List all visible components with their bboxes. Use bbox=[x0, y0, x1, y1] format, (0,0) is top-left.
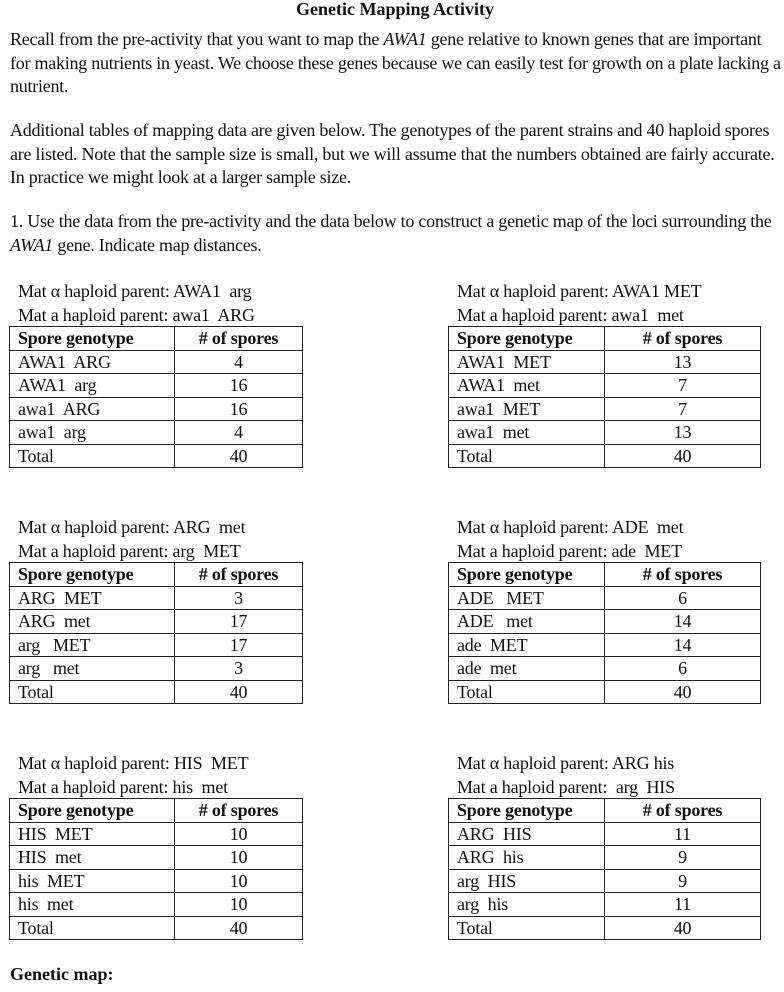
count-cell: 10 bbox=[175, 822, 303, 846]
count-header: # of spores bbox=[175, 563, 303, 587]
count-cell: 6 bbox=[605, 586, 761, 610]
genotype-cell: ADE MET bbox=[449, 586, 605, 610]
table-row bbox=[449, 893, 761, 917]
count-cell: 4 bbox=[175, 350, 303, 374]
mat-a-parent: Mat a haploid parent: awa1 met bbox=[457, 304, 684, 325]
genotype-header: Spore genotype bbox=[10, 799, 175, 823]
total-label: Total bbox=[449, 916, 605, 940]
spore-table bbox=[448, 562, 761, 704]
table-header-row bbox=[449, 563, 761, 587]
genotype-header: Spore genotype bbox=[449, 799, 605, 823]
total-row bbox=[10, 444, 303, 468]
count-cell: 7 bbox=[605, 374, 761, 398]
genotype-cell: AWA1 met bbox=[449, 374, 605, 398]
table-row bbox=[10, 397, 303, 421]
genotype-cell: ARG met bbox=[10, 610, 175, 634]
count-header: # of spores bbox=[175, 799, 303, 823]
table-row bbox=[449, 610, 761, 634]
table-row bbox=[449, 846, 761, 870]
table-header-row bbox=[10, 563, 303, 587]
cross-arg-his bbox=[448, 752, 761, 940]
spore-table bbox=[448, 326, 761, 468]
cross-ade-met bbox=[448, 516, 761, 704]
table-row bbox=[449, 869, 761, 893]
mat-alpha-parent: Mat α haploid parent: ARG met bbox=[18, 517, 246, 537]
genotype-cell: awa1 ARG bbox=[10, 397, 175, 421]
table-header-row bbox=[10, 327, 303, 351]
total-row bbox=[449, 680, 761, 704]
total-row bbox=[10, 680, 303, 704]
genotype-cell: arg HIS bbox=[449, 869, 605, 893]
intro-paragraph bbox=[10, 28, 784, 99]
total-row bbox=[449, 916, 761, 940]
table-row bbox=[449, 822, 761, 846]
count-cell: 13 bbox=[605, 421, 761, 445]
count-header: # of spores bbox=[175, 327, 303, 351]
question-1 bbox=[10, 210, 784, 257]
count-cell: 10 bbox=[175, 893, 303, 917]
mat-alpha-parent: Mat α haploid parent: HIS MET bbox=[18, 753, 249, 773]
table-row bbox=[449, 633, 761, 657]
mat-a-parent: Mat a haploid parent: ade MET bbox=[457, 540, 682, 561]
table-header-row bbox=[449, 327, 761, 351]
question-text-start: 1. Use the data from the pre-activity and the data below to construct a genetic map of the loci surrounding the bbox=[10, 211, 772, 231]
table-row bbox=[449, 397, 761, 421]
count-header: # of spores bbox=[605, 563, 761, 587]
table-header-row bbox=[10, 799, 303, 823]
genotype-header: Spore genotype bbox=[10, 327, 175, 351]
table-row bbox=[10, 846, 303, 870]
genotype-cell: awa1 MET bbox=[449, 397, 605, 421]
count-cell: 11 bbox=[605, 893, 761, 917]
genotype-header: Spore genotype bbox=[449, 563, 605, 587]
genotype-cell: ARG his bbox=[449, 846, 605, 870]
count-cell: 10 bbox=[175, 846, 303, 870]
genetic-map-label: Genetic map: bbox=[10, 964, 114, 984]
count-cell: 16 bbox=[175, 374, 303, 398]
mat-a-parent: Mat a haploid parent: awa1 ARG bbox=[18, 304, 255, 325]
count-cell: 10 bbox=[175, 869, 303, 893]
genotype-cell: HIS met bbox=[10, 846, 175, 870]
count-cell: 11 bbox=[605, 822, 761, 846]
total-row bbox=[10, 916, 303, 940]
genotype-cell: ade met bbox=[449, 657, 605, 681]
genotype-cell: AWA1 arg bbox=[10, 374, 175, 398]
total-count: 40 bbox=[605, 916, 761, 940]
total-label: Total bbox=[10, 916, 175, 940]
total-label: Total bbox=[449, 444, 605, 468]
genotype-cell: ade MET bbox=[449, 633, 605, 657]
total-count: 40 bbox=[175, 916, 303, 940]
genotype-cell: ARG MET bbox=[10, 586, 175, 610]
genotype-cell: awa1 met bbox=[449, 421, 605, 445]
mat-alpha-parent: Mat α haploid parent: AWA1 MET bbox=[457, 281, 702, 301]
count-cell: 13 bbox=[605, 350, 761, 374]
table-row bbox=[10, 893, 303, 917]
table-row bbox=[10, 633, 303, 657]
table-row bbox=[449, 421, 761, 445]
genotype-cell: awa1 arg bbox=[10, 421, 175, 445]
genotype-cell: his MET bbox=[10, 869, 175, 893]
table-row bbox=[10, 822, 303, 846]
genotype-cell: ADE met bbox=[449, 610, 605, 634]
total-label: Total bbox=[10, 444, 175, 468]
total-count: 40 bbox=[605, 680, 761, 704]
genotype-cell: AWA1 ARG bbox=[10, 350, 175, 374]
table-row bbox=[449, 374, 761, 398]
spore-table bbox=[9, 326, 303, 468]
count-cell: 17 bbox=[175, 610, 303, 634]
count-cell: 3 bbox=[175, 586, 303, 610]
intro-text-start: Recall from the pre-activity that you want to map the bbox=[10, 29, 384, 49]
page-title: Genetic Mapping Activity bbox=[296, 0, 494, 19]
genotype-header: Spore genotype bbox=[449, 327, 605, 351]
genotype-cell: HIS MET bbox=[10, 822, 175, 846]
cross-awa1-met bbox=[448, 280, 761, 468]
total-row bbox=[449, 444, 761, 468]
count-cell: 16 bbox=[175, 397, 303, 421]
data-description-paragraph: Additional tables of mapping data are given below. The genotypes of the parent strains and 40 haploid spores are listed. Note that the sample size is small, but we will assume that the numbers obtained are fairly accurate. In practice we might look at a larger sample size. bbox=[10, 120, 775, 187]
gene-name: AWA1 bbox=[383, 29, 427, 49]
table-row bbox=[10, 657, 303, 681]
table-row bbox=[449, 657, 761, 681]
count-cell: 9 bbox=[605, 869, 761, 893]
total-count: 40 bbox=[605, 444, 761, 468]
table-header-row bbox=[449, 799, 761, 823]
table-row bbox=[449, 350, 761, 374]
total-count: 40 bbox=[175, 444, 303, 468]
count-cell: 17 bbox=[175, 633, 303, 657]
intro-text-end: gene relative to known genes that are important for making nutrients in yeast. We choose these genes because we can easily test for growth on a plate lacking a nutrient. bbox=[10, 29, 781, 96]
spore-table bbox=[9, 562, 303, 704]
count-cell: 3 bbox=[175, 657, 303, 681]
mat-alpha-parent: Mat α haploid parent: ADE met bbox=[457, 517, 684, 537]
count-header: # of spores bbox=[605, 799, 761, 823]
spore-table bbox=[9, 798, 303, 940]
genotype-cell: arg MET bbox=[10, 633, 175, 657]
table-row bbox=[10, 610, 303, 634]
count-cell: 14 bbox=[605, 633, 761, 657]
mat-alpha-parent: Mat α haploid parent: ARG his bbox=[457, 753, 675, 773]
table-row bbox=[10, 586, 303, 610]
count-cell: 6 bbox=[605, 657, 761, 681]
genotype-cell: arg met bbox=[10, 657, 175, 681]
mat-a-parent: Mat a haploid parent: arg MET bbox=[18, 540, 241, 561]
table-row bbox=[10, 374, 303, 398]
count-header: # of spores bbox=[605, 327, 761, 351]
cross-arg-met bbox=[9, 516, 303, 704]
total-label: Total bbox=[449, 680, 605, 704]
table-row bbox=[10, 350, 303, 374]
spore-table bbox=[448, 798, 761, 940]
gene-name: AWA1 bbox=[10, 234, 54, 255]
count-cell: 14 bbox=[605, 610, 761, 634]
total-label: Total bbox=[10, 680, 175, 704]
count-cell: 7 bbox=[605, 397, 761, 421]
cross-awa1-arg bbox=[9, 280, 303, 468]
question-text-end: gene. Indicate map distances. bbox=[53, 234, 262, 255]
genotype-header: Spore genotype bbox=[10, 563, 175, 587]
total-count: 40 bbox=[175, 680, 303, 704]
mat-a-parent: Mat a haploid parent: his met bbox=[18, 776, 228, 797]
table-row bbox=[10, 421, 303, 445]
mat-alpha-parent: Mat α haploid parent: AWA1 arg bbox=[18, 281, 252, 301]
genotype-cell: AWA1 MET bbox=[449, 350, 605, 374]
mat-a-parent: Mat a haploid parent: arg HIS bbox=[457, 776, 675, 797]
table-row bbox=[10, 869, 303, 893]
genotype-cell: his met bbox=[10, 893, 175, 917]
cross-his-met bbox=[9, 752, 303, 940]
count-cell: 4 bbox=[175, 421, 303, 445]
count-cell: 9 bbox=[605, 846, 761, 870]
genotype-cell: arg his bbox=[449, 893, 605, 917]
table-row bbox=[449, 586, 761, 610]
genotype-cell: ARG HIS bbox=[449, 822, 605, 846]
